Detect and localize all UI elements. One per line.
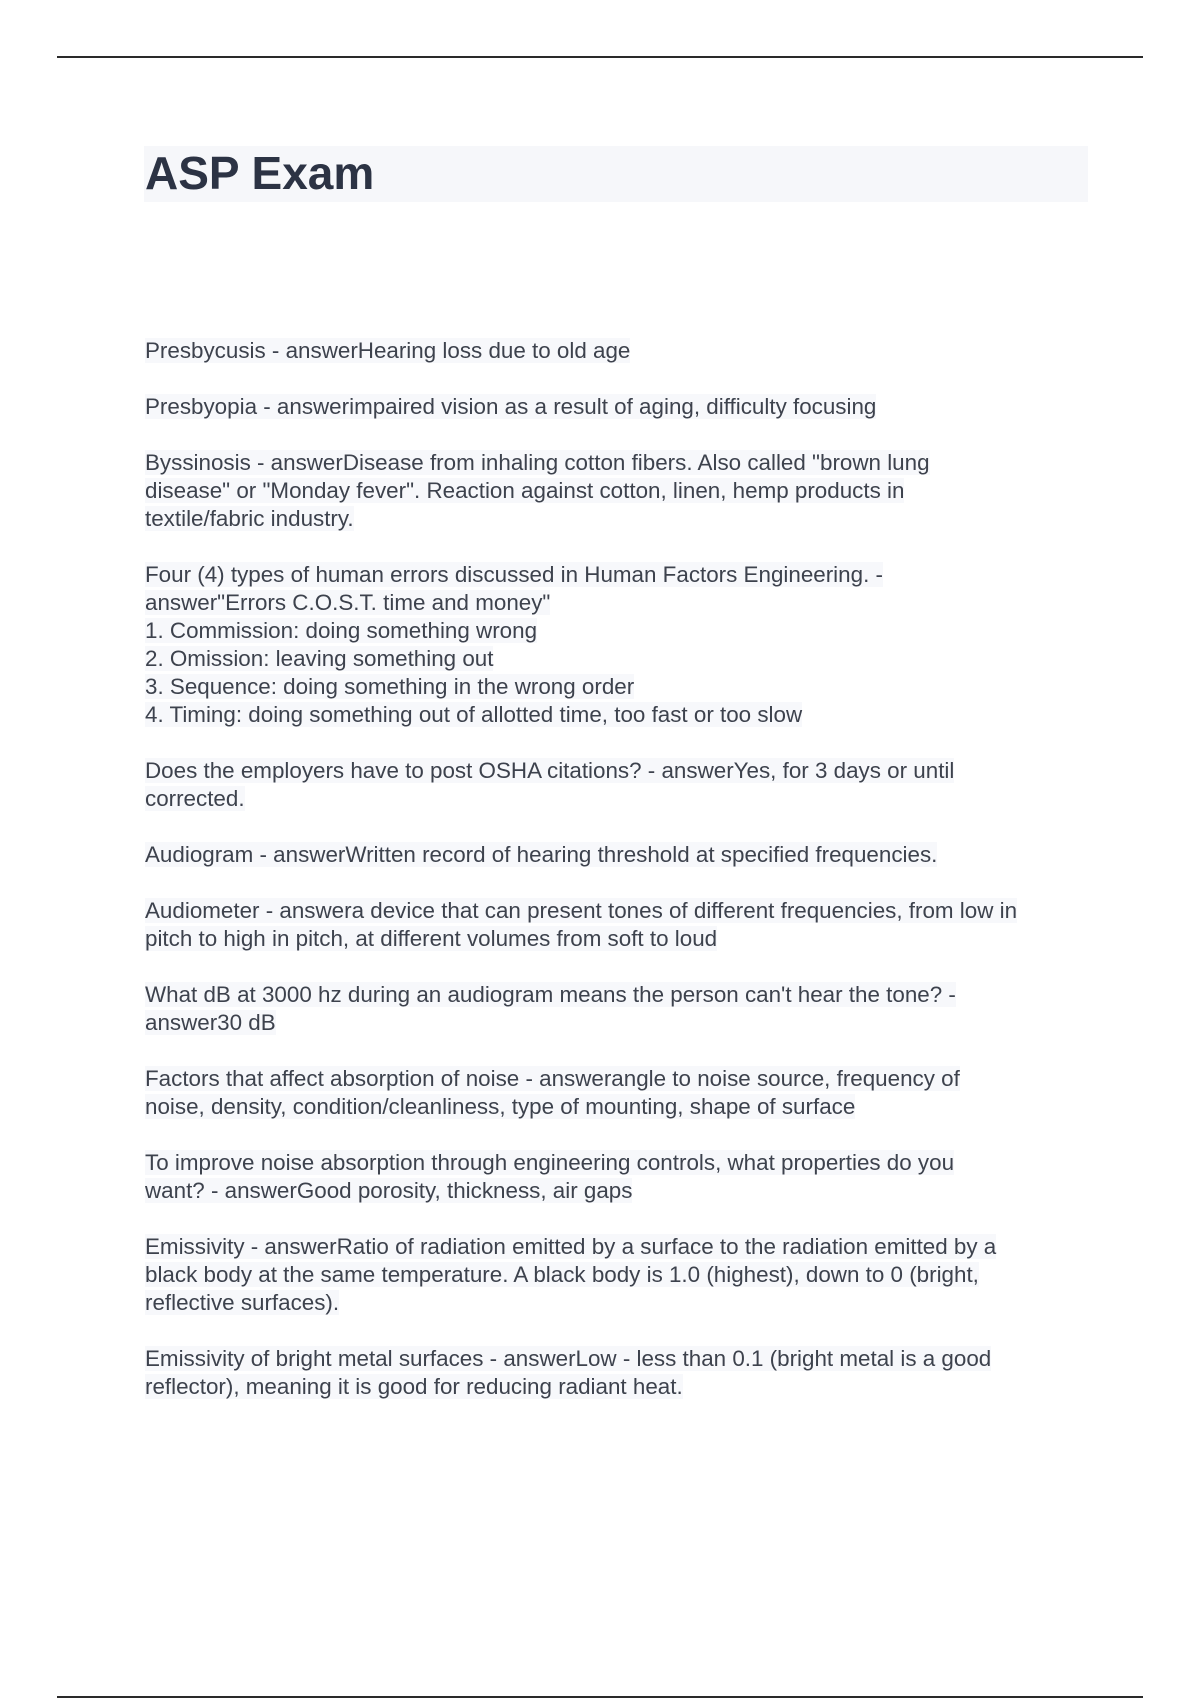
qa-line: [145, 393, 1095, 421]
qa-line-text: pitch to high in pitch, at different volumes from soft to loud: [145, 926, 718, 951]
qa-line: [145, 645, 1095, 673]
qa-line: [145, 673, 1095, 701]
qa-entry: [145, 337, 1095, 365]
qa-entry: [145, 393, 1095, 421]
qa-line: [145, 1261, 1095, 1289]
qa-line: [145, 897, 1095, 925]
qa-line-text: Emissivity of bright metal surfaces - answerLow - less than 0.1 (bright metal is a good: [145, 1346, 992, 1371]
qa-line-text: noise, density, condition/cleanliness, type of mounting, shape of surface: [145, 1094, 856, 1119]
qa-line: [145, 477, 1095, 505]
qa-line-text: 4. Timing: doing something out of allotted time, too fast or too slow: [145, 702, 803, 727]
qa-line-text: corrected.: [145, 786, 245, 811]
qa-line-text: Audiogram - answerWritten record of hearing threshold at specified frequencies.: [145, 842, 938, 867]
qa-line: [145, 1009, 1095, 1037]
qa-line-text: 2. Omission: leaving something out: [145, 646, 494, 671]
qa-line-text: Factors that affect absorption of noise - answerangle to noise source, frequency of: [145, 1066, 960, 1091]
qa-entry: [145, 1345, 1095, 1401]
qa-line-text: reflective surfaces).: [145, 1290, 340, 1315]
qa-line: [145, 1149, 1095, 1177]
qa-line: [145, 1373, 1095, 1401]
qa-entry: [145, 449, 1095, 533]
qa-line: [145, 1093, 1095, 1121]
qa-line-text: Byssinosis - answerDisease from inhaling cotton fibers. Also called "brown lung: [145, 450, 930, 475]
qa-line-text: What dB at 3000 hz during an audiogram means the person can't hear the tone? -: [145, 982, 956, 1007]
qa-line-text: want? - answerGood porosity, thickness, air gaps: [145, 1178, 633, 1203]
qa-list: [145, 337, 1095, 1429]
qa-line: [145, 925, 1095, 953]
page-title: ASP Exam: [145, 147, 375, 199]
qa-line: [145, 1289, 1095, 1317]
qa-line-text: answer30 dB: [145, 1010, 276, 1035]
qa-line: [145, 1177, 1095, 1205]
qa-line-text: answer"Errors C.O.S.T. time and money": [145, 590, 551, 615]
top-rule: [57, 56, 1143, 58]
bottom-rule: [57, 1696, 1143, 1698]
qa-line-text: Does the employers have to post OSHA citations? - answerYes, for 3 days or until: [145, 758, 955, 783]
qa-line: [145, 337, 1095, 365]
qa-line: [145, 701, 1095, 729]
qa-entry: [145, 1065, 1095, 1121]
qa-line: [145, 449, 1095, 477]
qa-line: [145, 1345, 1095, 1373]
qa-line-text: 1. Commission: doing something wrong: [145, 618, 538, 643]
qa-line-text: Presbyopia - answerimpaired vision as a result of aging, difficulty focusing: [145, 394, 877, 419]
qa-line-text: textile/fabric industry.: [145, 506, 354, 531]
qa-line: [145, 785, 1095, 813]
qa-line-text: Audiometer - answera device that can present tones of different frequencies, from low in: [145, 898, 1018, 923]
qa-line: [145, 617, 1095, 645]
qa-line-text: disease" or "Monday fever". Reaction against cotton, linen, hemp products in: [145, 478, 905, 503]
qa-entry: [145, 981, 1095, 1037]
qa-line-text: 3. Sequence: doing something in the wrong order: [145, 674, 635, 699]
qa-line-text: Presbycusis - answerHearing loss due to old age: [145, 338, 631, 363]
qa-line: [145, 757, 1095, 785]
qa-entry: [145, 897, 1095, 953]
qa-entry: [145, 757, 1095, 813]
qa-line: [145, 1233, 1095, 1261]
qa-line-text: reflector), meaning it is good for reducing radiant heat.: [145, 1374, 683, 1399]
qa-line-text: black body at the same temperature. A black body is 1.0 (highest), down to 0 (bright,: [145, 1262, 979, 1287]
qa-entry: [145, 1149, 1095, 1205]
qa-line: [145, 561, 1095, 589]
qa-entry: [145, 561, 1095, 729]
qa-line: [145, 1065, 1095, 1093]
qa-line: [145, 505, 1095, 533]
qa-line-text: To improve noise absorption through engineering controls, what properties do you: [145, 1150, 955, 1175]
qa-line: [145, 841, 1095, 869]
qa-line-text: Emissivity - answerRatio of radiation emitted by a surface to the radiation emitted by a: [145, 1234, 997, 1259]
qa-entry: [145, 1233, 1095, 1317]
qa-line: [145, 589, 1095, 617]
qa-line-text: Four (4) types of human errors discussed in Human Factors Engineering. -: [145, 562, 883, 587]
qa-entry: [145, 841, 1095, 869]
qa-line: [145, 981, 1095, 1009]
